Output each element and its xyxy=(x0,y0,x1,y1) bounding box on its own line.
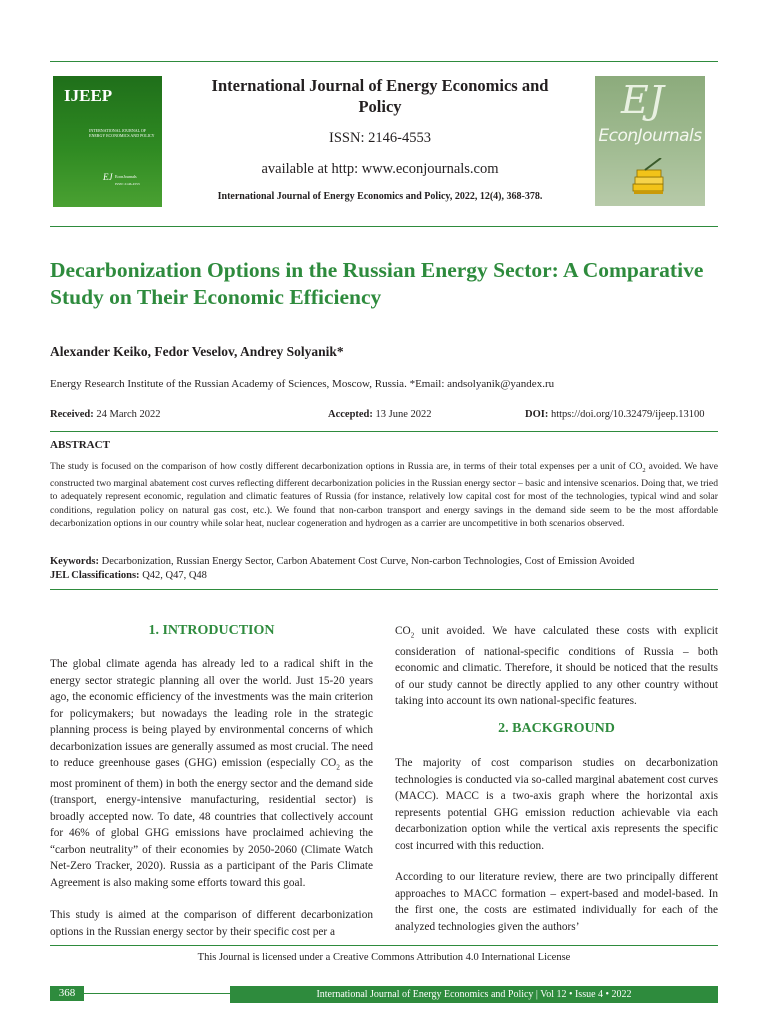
journal-header xyxy=(190,75,570,202)
cover-abbr: IJEEP xyxy=(64,86,113,105)
citation-line: International Journal of Energy Economics and Policy, 2022, 12(4), 368-378. xyxy=(217,191,543,202)
authors: Alexander Keiko, Fedor Veselov, Andrey Solyanik* xyxy=(50,344,344,359)
logo-ej: EJ xyxy=(621,78,664,122)
background-paragraph-1: The majority of cost comparison studies on decarbonization technologies is conducted via so-called marginal abatement cost curves (MACC). MACC is a two-axis graph where the horizontal axis represents potential GHG emission reduction achievable via each decarbonization option while the vertical axis represents the specific cost incurred with this reduction. xyxy=(395,757,718,852)
cover-ej: EJ xyxy=(103,172,113,182)
background-paragraph-2: According to our literature review, there are two principally different approaches to MACC formation – expert-based and model-based. In the first one, the costs are estimated individually for each of the analyzed technologies given the authors’ xyxy=(395,871,718,933)
received-label: Received: xyxy=(50,409,94,420)
abstract-top-rule xyxy=(50,431,718,432)
keywords-value: Decarbonization, Russian Energy Sector, Carbon Abatement Cost Curve, Non-carbon Technologies, Cost of Emission Avoided xyxy=(101,556,635,567)
footer-connector-line xyxy=(84,993,230,994)
abstract-subscript: 2 xyxy=(642,466,646,474)
cover-small-text: INTERNATIONAL JOURNAL OF ENERGY ECONOMICS AND POLICY xyxy=(89,128,155,138)
journal-title: International Journal of Energy Economics and Policy xyxy=(211,76,549,116)
abstract-part1: The study is focused on the comparison of how costly different decarbonization options in Russia are, in terms of their total expenses per a unit of CO xyxy=(50,461,643,472)
doi-label: DOI: xyxy=(525,409,549,420)
top-rule xyxy=(50,61,718,62)
abstract-text xyxy=(50,460,718,530)
keywords-label: Keywords: xyxy=(50,556,99,567)
right-paragraph-1 xyxy=(395,623,718,710)
jel-line xyxy=(50,569,718,583)
books-icon xyxy=(631,158,667,198)
license-text: This Journal is licensed under a Creative Commons Attribution 4.0 International License xyxy=(197,952,571,963)
cover-issn: ISSN: 2146-4553 xyxy=(115,182,140,186)
keywords-line xyxy=(50,555,718,569)
accepted-value: 13 June 2022 xyxy=(375,409,432,420)
header-bottom-rule xyxy=(50,226,718,227)
econjournals-logo xyxy=(595,76,705,206)
keywords-block xyxy=(50,555,718,583)
footer-journal-issue: International Journal of Energy Economics and Policy | Vol 12 • Issue 4 • 2022 xyxy=(230,986,718,1003)
intro-p1-part2: as the most prominent of them) in both the energy sector and the demand side (transport, energy-intensive manufacturing, residential sector) is broadly accepted now. To date, 48 countries that collectively account for 46% of global GHG emissions have proclaimed achieving the “carbon neutrality” of their economies by 2050-2060 (Climate Watch Net-Zero Tracker, 2020). Russia as a participant of the Paris Climate Agreement is also making some efforts toward this goal. xyxy=(50,757,373,889)
doi-link[interactable]: https://doi.org/10.32479/ijeep.13100 xyxy=(550,409,705,420)
page-number: 368 xyxy=(50,986,84,1001)
paper-title: Decarbonization Options in the Russian Energy Sector: A Comparative Study on Their Economic Efficiency xyxy=(50,258,704,309)
journal-cover-thumbnail xyxy=(53,76,162,207)
received-value: 24 March 2022 xyxy=(96,409,161,420)
left-column xyxy=(50,656,373,956)
section-introduction-heading: 1. INTRODUCTION xyxy=(148,623,275,638)
accepted-date xyxy=(328,409,432,420)
intro-paragraph-1 xyxy=(50,656,373,891)
intro-p1-part1: The global climate agenda has already led to a radical shift in the energy sector strategic planning all over the world. Just 15-20 years ago, the economic efficiency of the investments was the main criterion for policymakers; but nowadays the leading role in the strategic planning process is being played by environmental concerns of which decarbonization issues are generally assumed as most crucial. The need to reduce greenhouse gases (GHG) emission (especially CO xyxy=(50,658,373,769)
intro-p1-subscript: 2 xyxy=(336,763,340,772)
jel-label: JEL Classifications: xyxy=(50,570,140,581)
abstract-part2: avoided. We have constructed two marginal abatement cost curves reflecting different decarbonization policies in the Russian energy sector – basic and intensive scenarios. Doing that, we tried to adequately represent economic, regulation and climatic features of Russia (for instance, relatively low capital cost for most of the technologies, typical wind and solar conditions, regulation policy on natural gas cost, etc.). We found that non-carbon transport and energy savings in the demand side seem to be the most affordable decarbonization options in our country while solar heat, nuclear cogeneration and hydrogen as a carrier are uncompetitive in both scenarios observed. xyxy=(50,461,718,529)
doi xyxy=(525,409,704,420)
affiliation: Energy Research Institute of the Russian Academy of Sciences, Moscow, Russia. *Email: andsolyanik@yandex.ru xyxy=(50,378,555,390)
abstract-bottom-rule xyxy=(50,589,718,590)
website-line[interactable]: available at http: www.econjournals.com xyxy=(261,161,499,177)
right-p1-part1: CO xyxy=(395,625,411,637)
abstract-heading: ABSTRACT xyxy=(50,439,110,451)
intro-paragraph-2: This study is aimed at the comparison of different decarbonization options in the Russian energy sector by their specific cost per a xyxy=(50,909,373,938)
logo-econjournals: EconJournals xyxy=(598,126,702,146)
accepted-label: Accepted: xyxy=(328,409,373,420)
cover-econ: EconJournals xyxy=(115,174,137,179)
section-background-heading: 2. BACKGROUND xyxy=(498,721,615,736)
right-p1-subscript: 2 xyxy=(410,631,415,640)
received-date xyxy=(50,409,161,420)
issn: ISSN: 2146-4553 xyxy=(329,130,431,146)
jel-value: Q42, Q47, Q48 xyxy=(142,570,207,581)
right-p1-part2: unit avoided. We have calculated these costs with explicit consideration of national-specific conditions of Russia – both economic and climatic. Therefore, it should be noticed that the results of our study cannot be directly applied to any other country without taking into account its own national-specific features. xyxy=(395,625,718,708)
